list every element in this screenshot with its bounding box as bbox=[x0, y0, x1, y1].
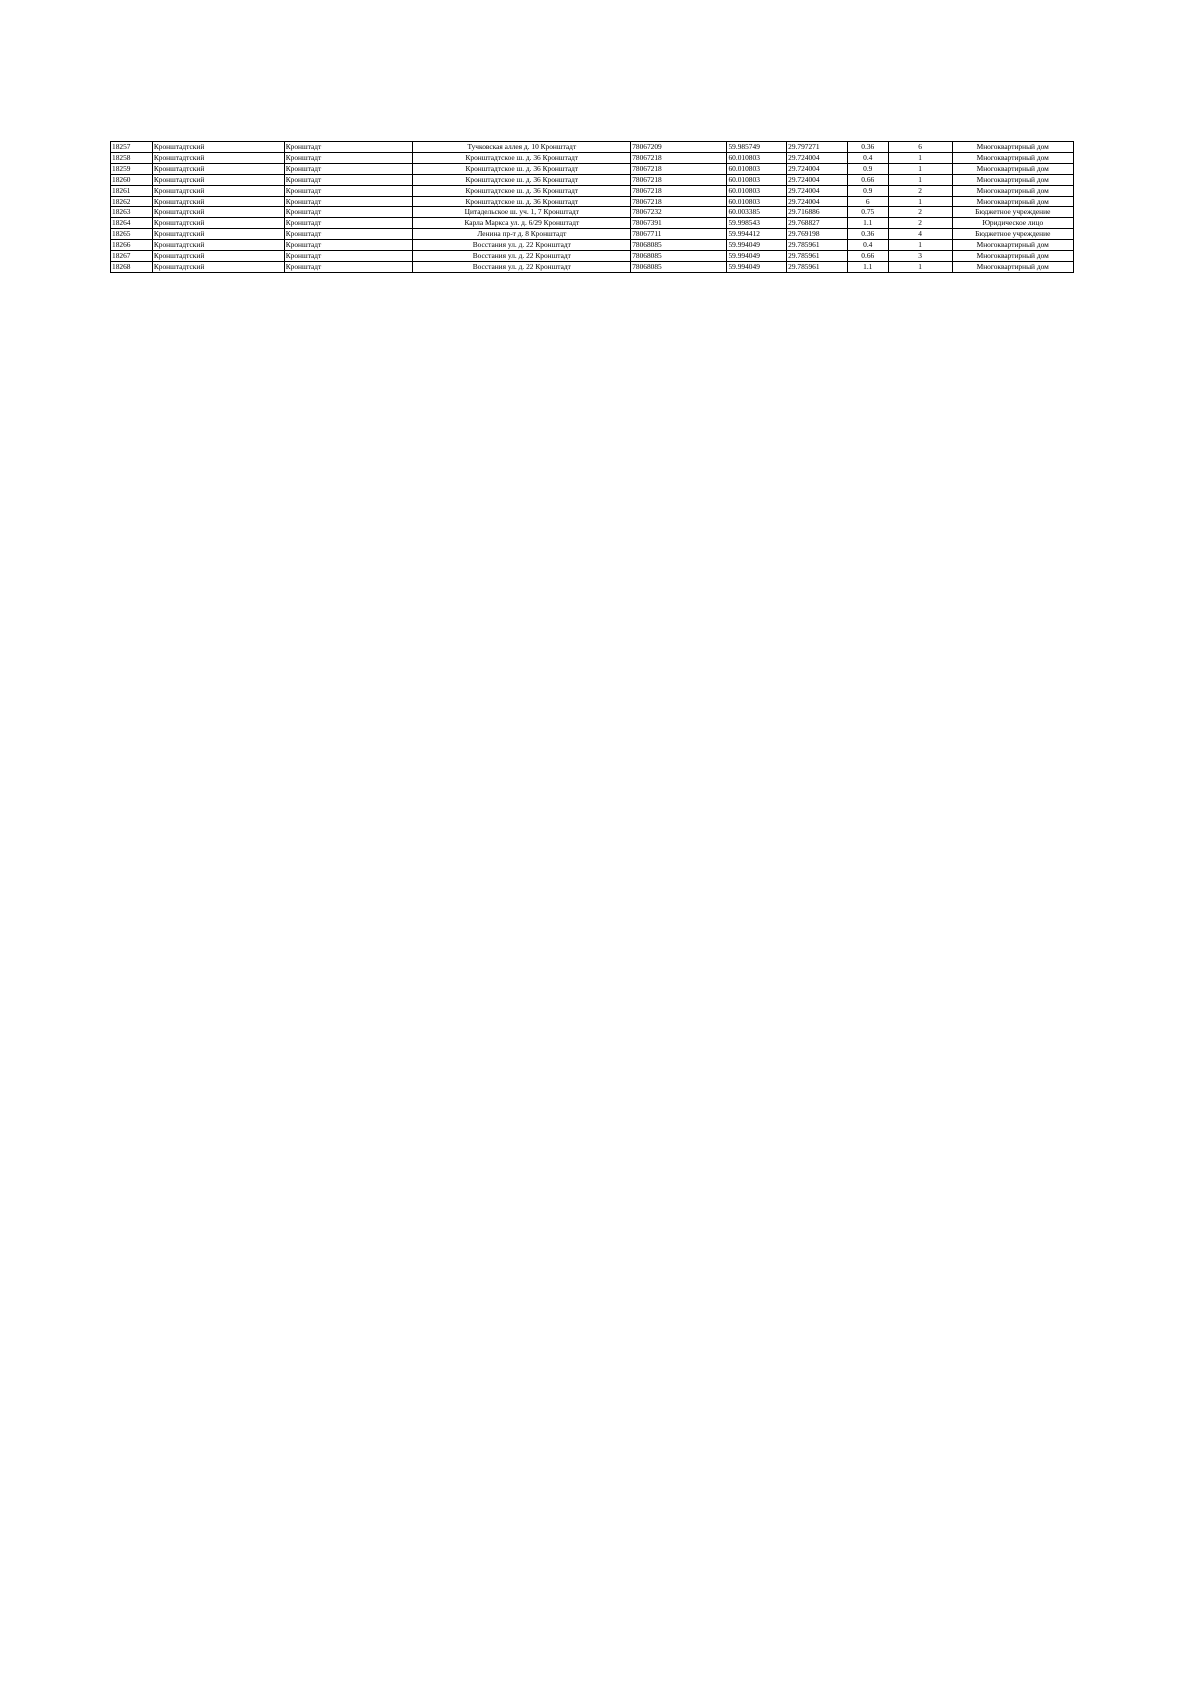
data-table bbox=[110, 141, 1074, 273]
row-number: 18265 bbox=[111, 229, 153, 240]
table-row bbox=[111, 261, 1074, 272]
object-type-cell: Многоквартирный дом bbox=[952, 185, 1074, 196]
document-sheet bbox=[110, 141, 1074, 273]
table-body bbox=[111, 142, 1074, 273]
address-cell: Кронштадтское ш. д. 36 Кронштадт bbox=[413, 174, 631, 185]
longitude-cell: 29.724004 bbox=[787, 163, 848, 174]
row-number: 18262 bbox=[111, 196, 153, 207]
value-cell: 1.1 bbox=[847, 218, 888, 229]
count-cell: 1 bbox=[888, 240, 952, 251]
code-cell: 78067391 bbox=[631, 218, 727, 229]
city-cell: Кронштадт bbox=[284, 163, 413, 174]
row-number: 18259 bbox=[111, 163, 153, 174]
longitude-cell: 29.724004 bbox=[787, 174, 848, 185]
table-row bbox=[111, 196, 1074, 207]
latitude-cell: 60.010803 bbox=[727, 163, 787, 174]
object-type-cell: Бюджетное учреждение bbox=[952, 229, 1074, 240]
table-row bbox=[111, 207, 1074, 218]
latitude-cell: 60.010803 bbox=[727, 152, 787, 163]
latitude-cell: 59.994412 bbox=[727, 229, 787, 240]
count-cell: 1 bbox=[888, 174, 952, 185]
table-row bbox=[111, 163, 1074, 174]
table-row bbox=[111, 152, 1074, 163]
longitude-cell: 29.785961 bbox=[787, 251, 848, 262]
longitude-cell: 29.768827 bbox=[787, 218, 848, 229]
district-cell: Кронштадтский bbox=[152, 251, 284, 262]
code-cell: 78067218 bbox=[631, 185, 727, 196]
row-number: 18258 bbox=[111, 152, 153, 163]
city-cell: Кронштадт bbox=[284, 207, 413, 218]
table-row bbox=[111, 174, 1074, 185]
latitude-cell: 59.994049 bbox=[727, 251, 787, 262]
count-cell: 2 bbox=[888, 207, 952, 218]
longitude-cell: 29.724004 bbox=[787, 196, 848, 207]
row-number: 18266 bbox=[111, 240, 153, 251]
row-number: 18261 bbox=[111, 185, 153, 196]
value-cell: 0.4 bbox=[847, 152, 888, 163]
address-cell: Карла Маркса ул. д. 6/29 Кронштадт bbox=[413, 218, 631, 229]
count-cell: 1 bbox=[888, 163, 952, 174]
table-row bbox=[111, 142, 1074, 153]
city-cell: Кронштадт bbox=[284, 229, 413, 240]
district-cell: Кронштадтский bbox=[152, 240, 284, 251]
row-number: 18263 bbox=[111, 207, 153, 218]
row-number: 18267 bbox=[111, 251, 153, 262]
object-type-cell: Бюджетное учреждение bbox=[952, 207, 1074, 218]
row-number: 18257 bbox=[111, 142, 153, 153]
address-cell: Восстания ул. д. 22 Кронштадт bbox=[413, 261, 631, 272]
district-cell: Кронштадтский bbox=[152, 174, 284, 185]
code-cell: 78067209 bbox=[631, 142, 727, 153]
address-cell: Восстания ул. д. 22 Кронштадт bbox=[413, 251, 631, 262]
table-row bbox=[111, 229, 1074, 240]
code-cell: 78068085 bbox=[631, 261, 727, 272]
value-cell: 6 bbox=[847, 196, 888, 207]
count-cell: 2 bbox=[888, 185, 952, 196]
object-type-cell: Многоквартирный дом bbox=[952, 251, 1074, 262]
value-cell: 1.1 bbox=[847, 261, 888, 272]
value-cell: 0.66 bbox=[847, 251, 888, 262]
object-type-cell: Многоквартирный дом bbox=[952, 240, 1074, 251]
city-cell: Кронштадт bbox=[284, 142, 413, 153]
code-cell: 78067218 bbox=[631, 152, 727, 163]
count-cell: 1 bbox=[888, 152, 952, 163]
object-type-cell: Многоквартирный дом bbox=[952, 196, 1074, 207]
city-cell: Кронштадт bbox=[284, 185, 413, 196]
code-cell: 78067232 bbox=[631, 207, 727, 218]
table-row bbox=[111, 218, 1074, 229]
code-cell: 78068085 bbox=[631, 251, 727, 262]
address-cell: Кронштадтское ш. д. 36 Кронштадт bbox=[413, 163, 631, 174]
object-type-cell: Многоквартирный дом bbox=[952, 152, 1074, 163]
district-cell: Кронштадтский bbox=[152, 261, 284, 272]
district-cell: Кронштадтский bbox=[152, 196, 284, 207]
latitude-cell: 60.003385 bbox=[727, 207, 787, 218]
row-number: 18268 bbox=[111, 261, 153, 272]
code-cell: 78067218 bbox=[631, 196, 727, 207]
district-cell: Кронштадтский bbox=[152, 142, 284, 153]
row-number: 18264 bbox=[111, 218, 153, 229]
city-cell: Кронштадт bbox=[284, 261, 413, 272]
count-cell: 3 bbox=[888, 251, 952, 262]
address-cell: Кронштадтское ш. д. 36 Кронштадт bbox=[413, 185, 631, 196]
city-cell: Кронштадт bbox=[284, 174, 413, 185]
table-row bbox=[111, 240, 1074, 251]
table-row bbox=[111, 185, 1074, 196]
longitude-cell: 29.785961 bbox=[787, 240, 848, 251]
row-number: 18260 bbox=[111, 174, 153, 185]
longitude-cell: 29.785961 bbox=[787, 261, 848, 272]
latitude-cell: 60.010803 bbox=[727, 185, 787, 196]
code-cell: 78067711 bbox=[631, 229, 727, 240]
value-cell: 0.66 bbox=[847, 174, 888, 185]
district-cell: Кронштадтский bbox=[152, 229, 284, 240]
count-cell: 6 bbox=[888, 142, 952, 153]
object-type-cell: Многоквартирный дом bbox=[952, 261, 1074, 272]
value-cell: 0.36 bbox=[847, 229, 888, 240]
city-cell: Кронштадт bbox=[284, 240, 413, 251]
longitude-cell: 29.724004 bbox=[787, 185, 848, 196]
address-cell: Кронштадтское ш. д. 36 Кронштадт bbox=[413, 152, 631, 163]
code-cell: 78067218 bbox=[631, 163, 727, 174]
value-cell: 0.36 bbox=[847, 142, 888, 153]
address-cell: Восстания ул. д. 22 Кронштадт bbox=[413, 240, 631, 251]
value-cell: 0.9 bbox=[847, 185, 888, 196]
table-row bbox=[111, 251, 1074, 262]
latitude-cell: 59.994049 bbox=[727, 240, 787, 251]
object-type-cell: Юридическое лицо bbox=[952, 218, 1074, 229]
count-cell: 1 bbox=[888, 261, 952, 272]
object-type-cell: Многоквартирный дом bbox=[952, 163, 1074, 174]
district-cell: Кронштадтский bbox=[152, 185, 284, 196]
latitude-cell: 59.994049 bbox=[727, 261, 787, 272]
district-cell: Кронштадтский bbox=[152, 163, 284, 174]
code-cell: 78068085 bbox=[631, 240, 727, 251]
district-cell: Кронштадтский bbox=[152, 207, 284, 218]
code-cell: 78067218 bbox=[631, 174, 727, 185]
object-type-cell: Многоквартирный дом bbox=[952, 142, 1074, 153]
latitude-cell: 59.998543 bbox=[727, 218, 787, 229]
latitude-cell: 60.010803 bbox=[727, 196, 787, 207]
count-cell: 1 bbox=[888, 196, 952, 207]
longitude-cell: 29.769198 bbox=[787, 229, 848, 240]
value-cell: 0.75 bbox=[847, 207, 888, 218]
count-cell: 4 bbox=[888, 229, 952, 240]
city-cell: Кронштадт bbox=[284, 196, 413, 207]
longitude-cell: 29.797271 bbox=[787, 142, 848, 153]
city-cell: Кронштадт bbox=[284, 152, 413, 163]
value-cell: 0.4 bbox=[847, 240, 888, 251]
district-cell: Кронштадтский bbox=[152, 152, 284, 163]
latitude-cell: 59.985749 bbox=[727, 142, 787, 153]
address-cell: Тучковская аллея д. 10 Кронштадт bbox=[413, 142, 631, 153]
city-cell: Кронштадт bbox=[284, 251, 413, 262]
district-cell: Кронштадтский bbox=[152, 218, 284, 229]
address-cell: Цитадельское ш. уч. 1, 7 Кронштадт bbox=[413, 207, 631, 218]
address-cell: Ленина пр-т д. 8 Кронштадт bbox=[413, 229, 631, 240]
longitude-cell: 29.724004 bbox=[787, 152, 848, 163]
latitude-cell: 60.010803 bbox=[727, 174, 787, 185]
value-cell: 0.9 bbox=[847, 163, 888, 174]
object-type-cell: Многоквартирный дом bbox=[952, 174, 1074, 185]
count-cell: 2 bbox=[888, 218, 952, 229]
city-cell: Кронштадт bbox=[284, 218, 413, 229]
longitude-cell: 29.716886 bbox=[787, 207, 848, 218]
address-cell: Кронштадтское ш. д. 36 Кронштадт bbox=[413, 196, 631, 207]
